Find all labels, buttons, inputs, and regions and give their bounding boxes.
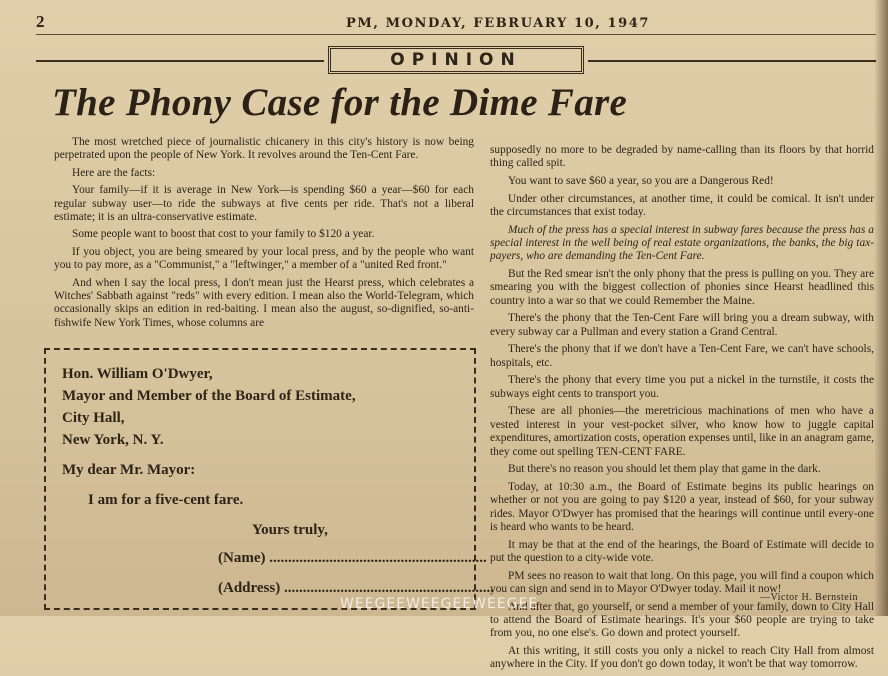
watermark: WEEGEEWEEGEEWEEGEE (340, 596, 539, 612)
section-rule-left (36, 60, 324, 62)
coupon-address-field[interactable]: (Address) ........................................................ (218, 580, 494, 596)
paragraph: But there's no reason you should let them play that game in the dark. (508, 463, 821, 476)
paragraph: And after that, go yourself, or send a member of your family, down to City Hall to attend the Board of Estimate hearings. It's your $60 people are trying to take from you, no one else's. Go down and protect yourself. (490, 600, 874, 640)
paragraph: Much of the press has a special interest in subway fares because the press has a special interest in the well being of real estate organizations, the banks, the big tax-payers, who are demanding the Ten-Cent Fare. (490, 223, 874, 263)
paragraph: At this writing, it still costs you only a nickel to reach City Hall from almost anywhere in the City. If you don't go down today, it won't be that way tomorrow. (490, 645, 874, 671)
paragraph: You want to save $60 a year, so you are a Dangerous Red! (508, 175, 774, 187)
paragraph: Under other circumstances, at another time, it could be comical. It isn't under the circumstances that exist today. (490, 192, 874, 218)
section-rule-right (588, 60, 876, 62)
byline-signature: —Victor H. Bernstein (760, 592, 858, 603)
coupon-addressee-title: Mayor and Member of the Board of Estimate, (62, 388, 356, 404)
paragraph: Some people want to boost that cost to your family to $120 a year. (72, 228, 375, 241)
paragraph: But the Red smear isn't the only phony that the press is pulling on you. They are smearing you with the biggest collection of phonies since Hearst headlined this country into a war so that we could Remember the Maine. (490, 268, 874, 307)
dateline: PM, MONDAY, FEBRUARY 10, 1947 (346, 16, 651, 31)
paragraph: It may be that at the end of the hearings, the Board of Estimate will decide to put the question to a city-wide vote. (490, 538, 874, 565)
coupon-addressee-name: Hon. William O'Dwyer, (62, 366, 213, 382)
coupon-name-field[interactable]: (Name) .......................................................... (218, 550, 487, 566)
header-rule (36, 34, 876, 35)
headline: The Phony Case for the Dime Fare (52, 81, 628, 124)
paragraph: There's the phony that if we don't have a Ten-Cent Fare, we can't have schools, hospitals, etc. (490, 343, 874, 369)
paragraph: And when I say the local press, I don't mean just the Hearst press, which celebrates a Witches' Sabbath against "reds" with every edition. I mean also the World-Telegram, which occasionally skips an edition in red-baiting. I mean also the august, so-dignified, so-anti-fishwife New York Times, whose columns are (54, 276, 474, 329)
paragraph: Your family—if it is average in New York—is spending $60 a year—$60 for each regular subway user—to ride the subways at five cents per ride. That's not a liberal estimate; it is an ultra-conservative estimate. (54, 184, 474, 224)
page-edge-shadow (874, 0, 888, 616)
article-left-column (54, 136, 474, 334)
paragraph: PM sees no reason to wait that long. On this page, you will find a coupon which you can sign and send in to Mayor O'Dwyer today. Mail it now! (490, 569, 874, 596)
paragraph: The most wretched piece of journalistic chicanery in this city's history is now being perpetrated upon the people of New York. It revolves around the Ten-Cent Fare. (54, 136, 474, 162)
paragraph: These are all phonies—the meretricious machinations of men who have a vested interest in your vest-pocket silver, who know how to juggle capital expenditures, amortization costs, operation expenses until, like in an anagram game, they come out spelling TEN-CENT FARE. (490, 405, 875, 458)
paragraph: supposedly no more to be degraded by name-calling than its floors by that horrid thing called spit. (490, 144, 874, 170)
mail-in-coupon (44, 348, 494, 610)
coupon-address-line1: City Hall, (62, 410, 125, 426)
paragraph: Here are the facts: (72, 166, 156, 179)
section-label-box (328, 46, 584, 74)
paragraph: There's the phony that the Ten-Cent Fare will bring you a dream subway, with every subway car a Pullman and every station a Grand Central. (490, 312, 874, 338)
coupon-statement: I am for a five-cent fare. (88, 492, 244, 508)
page-number: 2 (36, 12, 45, 31)
coupon-closing: Yours truly, (252, 522, 328, 538)
page-header (36, 10, 856, 36)
section-label: OPINION (390, 50, 522, 70)
paragraph: Today, at 10:30 a.m., the Board of Estimate begins its public hearings on whether or not you are going to pay $120 a year, instead of $60, for your subway rides. Mayor O'Dwyer has promised that the hearings will continue until every-one is heard who wants to be heard. (490, 480, 874, 534)
coupon-address-line2: New York, N. Y. (62, 432, 164, 448)
paragraph: If you object, you are being smeared by your local press, and by the people who want you to pay more, as a "Communist," a "leftwinger," a member of a "united Red front." (54, 245, 474, 272)
coupon-salutation: My dear Mr. Mayor: (62, 462, 196, 478)
paragraph: There's the phony that every time you put a nickel in the turnstile, it costs the subways eight cents to transport you. (490, 374, 874, 400)
